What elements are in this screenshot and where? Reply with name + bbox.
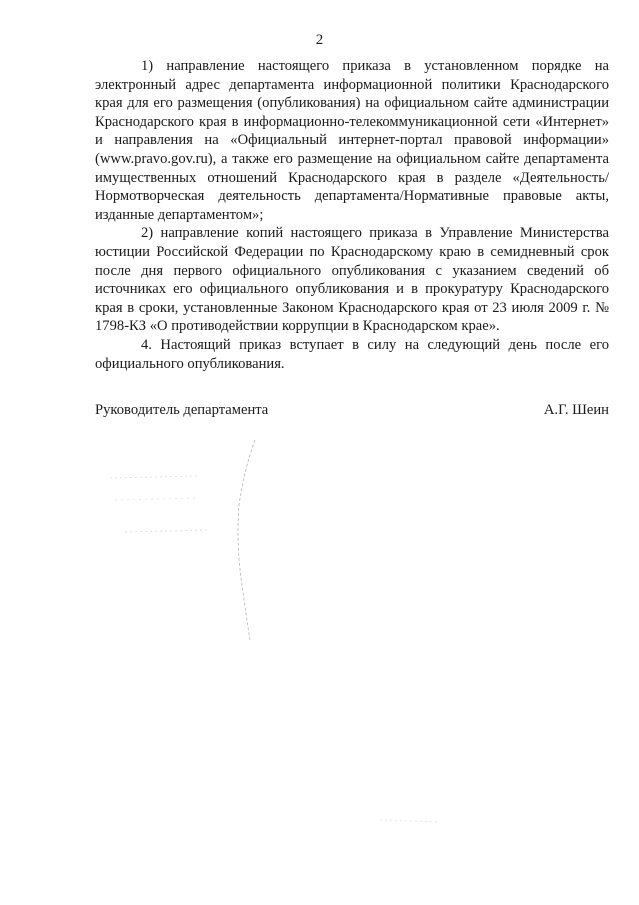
- paragraph-item-4: 4. Настоящий приказ вступает в силу на следующий день после его официального опубликования.: [95, 336, 609, 372]
- paragraph-item-2: 2) направление копий настоящего приказа в Управление Министерства юстиции Российской Федерации по Краснодарскому краю в семидневный срок после дня первого официального опубликования с указанием сведений об источниках его официального опубликования и в прокуратуру Краснодарского края в сроки, установленные Законом Краснодарского края от 23 июля 2009 г. № 1798-КЗ «О противодействии коррупции в Краснодарском крае».: [95, 225, 609, 335]
- document-body: [95, 57, 609, 373]
- scan-noise-line: [380, 820, 440, 822]
- scan-noise-line: [110, 476, 200, 478]
- signatory-name: А.Г. Шеин: [543, 402, 609, 418]
- faint-signature-stroke: [238, 440, 255, 640]
- scan-noise-line: [125, 530, 210, 532]
- page-number: 2: [315, 32, 324, 48]
- signatory-position: Руководитель департамента: [95, 402, 269, 418]
- paragraph-item-1: 1) направление настоящего приказа в установленном порядке на электронный адрес департамента информационной политики Краснодарского края для его размещения (опубликования) на официальном сайте администрации Краснодарского края в информационно-телекоммуникационной сети «Интернет» и направления на «Официальный интернет-портал правовой информации» (www.pravo.gov.ru), а также его размещение на официальном сайте департамента имущественных отношений Краснодарского края в разделе «Деятельность/Нормотворческая деятельность департамента/Нормативные правовые акты, изданные департаментом»;: [95, 58, 609, 223]
- scan-noise-line: [115, 498, 195, 500]
- signature-block: [95, 401, 609, 420]
